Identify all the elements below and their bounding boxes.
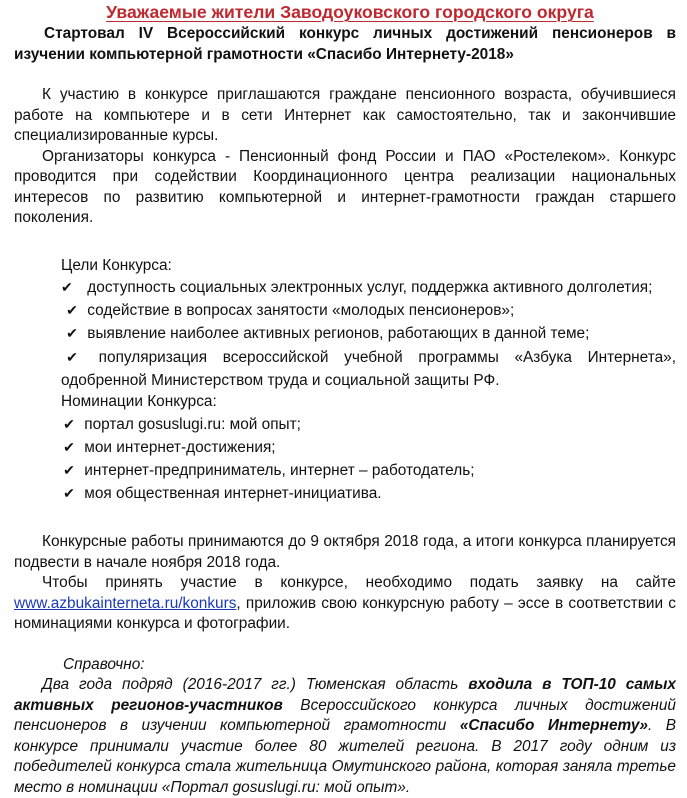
note-bold-1: входила в ТОП-10 самых активных регионов-участников	[14, 676, 676, 714]
nomination-text: мои интернет-достижения;	[84, 438, 276, 456]
goal-text: выявление наиболее активных регионов, работающих в данной теме;	[87, 325, 590, 343]
goal-text: доступность социальных электронных услуг, поддержка активного долголетия;	[87, 279, 653, 296]
nomination-text: портал gosuslugi.ru: мой опыт;	[84, 415, 301, 433]
checkmark-icon: ✔	[66, 325, 78, 342]
checkmark-icon: ✔	[61, 279, 73, 295]
nominations-heading: Номинации Конкурса:	[61, 393, 217, 411]
nomination-text: моя общественная интернет-инициатива.	[84, 485, 382, 503]
list-item	[14, 482, 676, 505]
goal-text: содействие в вопросах занятости «молодых пенсионеров»;	[87, 302, 515, 320]
goal-text: популяризация всероссийской учебной программы «Азбука Интернета», одобренной Министерством труда и социальной защиты РФ.	[61, 348, 676, 389]
apply-text-before: Чтобы принять участие в конкурсе, необходимо подать заявку на сайте	[42, 574, 676, 592]
checkmark-icon: ✔	[63, 415, 75, 432]
checkmark-icon: ✔	[66, 302, 78, 319]
list-item	[14, 299, 676, 322]
list-item	[14, 459, 676, 482]
checkmark-icon: ✔	[63, 485, 75, 502]
checkmark-icon: ✔	[66, 348, 78, 365]
apply-paragraph	[14, 573, 676, 635]
goals-heading: Цели Конкурса:	[61, 256, 172, 274]
apply-text-after: , приложив свою конкурсную работу – эссе в соответствии с номинациями конкурса и фотографии.	[14, 594, 676, 633]
note-text-1: Два года подряд (2016-2017 гг.) Тюменская область	[42, 676, 469, 694]
note-text-2: Всероссийского конкурса личных достижений пенсионеров в изучении компьютерной грамотности	[14, 696, 676, 735]
list-item	[14, 436, 676, 459]
list-item	[14, 413, 676, 436]
nominations-list	[14, 413, 676, 506]
goals-list	[14, 276, 676, 392]
checkmark-icon: ✔	[63, 438, 75, 455]
page-title: Уважаемые жители Заводоуковского городского округа	[106, 2, 594, 22]
nomination-text: интернет-предприниматель, интернет – работодатель;	[84, 461, 475, 479]
note-label: Справочно:	[63, 655, 145, 673]
note-bold-2: «Спасибо Интернету»	[459, 717, 648, 735]
list-item	[14, 276, 676, 299]
contest-link[interactable]: www.azbukainterneta.ru/konkurs	[14, 594, 237, 612]
organizers-paragraph: Организаторы конкурса - Пенсионный фонд России и ПАО «Ростелеком». Конкурс проводится при содействии Координационного центра реализации национальных интересов по развитию компьютерной и интернет-грамотности граждан старшего поколения.	[14, 147, 676, 226]
note-paragraph	[14, 675, 676, 798]
list-item	[14, 322, 676, 345]
document-page	[0, 1, 687, 796]
note-text-3: . В конкурсе принимали участие более 80 жителей региона. В 2017 году одним из победителей конкурса стала жительница Омутинского района, которая заняла третье место в номинации «Портал gosuslugi.ru: мой опыт».	[14, 717, 676, 796]
article-subtitle: Стартовал IV Всероссийский конкурс личных достижений пенсионеров в изучении компьютерной грамотности «Спасибо Интернету-2018»	[14, 25, 676, 63]
intro-paragraph: К участию в конкурсе приглашаются граждане пенсионного возраста, обучившиеся работе на компьютере и в сети Интернет как самостоятельно, так и закончившие специализированные курсы.	[14, 86, 676, 144]
checkmark-icon: ✔	[63, 461, 75, 478]
deadline-paragraph: Конкурсные работы принимаются до 9 октября 2018 года, а итоги конкурса планируется подвести в начале ноября 2018 года.	[14, 533, 676, 571]
list-item	[14, 346, 676, 392]
